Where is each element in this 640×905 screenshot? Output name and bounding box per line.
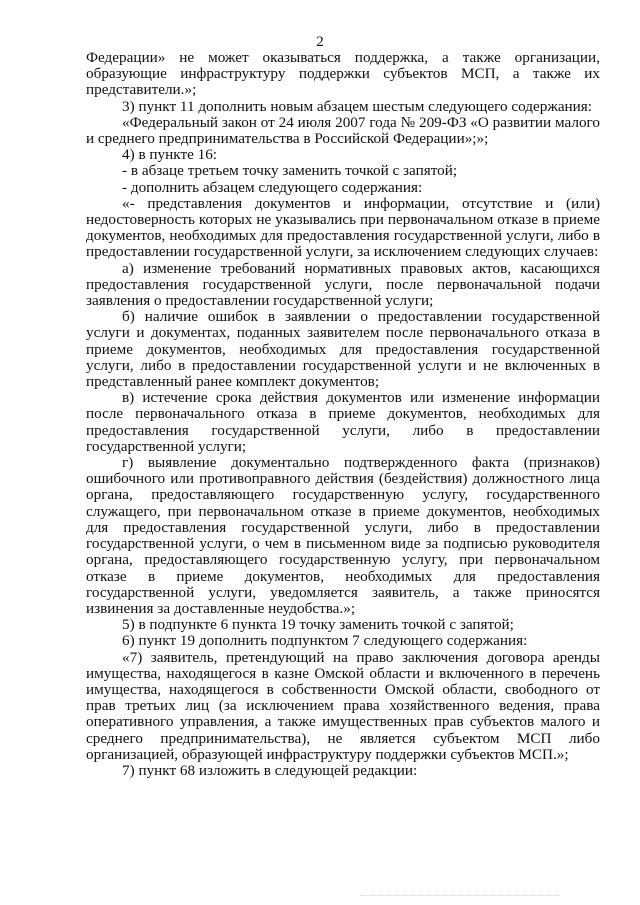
paragraph-law-quote: «Федеральный закон от 24 июля 2007 года № 209-ФЗ «О развитии малого и среднего предпринимательства в Российской Федерации»;»; — [86, 113, 600, 148]
paragraph-dash-2: - дополнить абзацем следующего содержания: — [122, 178, 423, 196]
paragraph-item-3: 3) пункт 11 дополнить новым абзацем шестым следующего содержания: — [122, 97, 593, 115]
paragraph-subitem-7: «7) заявитель, претендующий на право заключения договора аренды имущества, находящегося в казне Омской области и включенного в перечень имущества, находящегося в собственности Омской области, свободного от прав третьих лиц (за исключением права хозяйственного ведения, права оперативного управления, а также имущественных прав субъектов малого и среднего предпринимательства), не является субъектом МСП либо организацией, образующей инфраструктуру поддержки субъектов МСП.»; — [86, 648, 600, 763]
paragraph-continuation: Федерации» не может оказываться поддержка, а также организации, образующие инфраструктуру поддержки субъектов МСП, а также их представители.»; — [86, 49, 600, 99]
paragraph-documents-intro: «- представления документов и информации, отсутствие и (или) недостоверность которых не указывались при первоначальном отказе в приеме документов, необходимых для предоставления государственной услуги, либо в предоставлении государственной услуги, за исключением следующих случаев: — [86, 194, 600, 261]
page-number: 2 — [316, 34, 324, 50]
paragraph-case-g: г) выявление документально подтвержденного факта (признаков) ошибочного или противоправного действия (бездействия) должностного лица органа, предоставляющего государственную услугу, государственного служащего, при первоначальном отказе в приеме документов, необходимых для предоставления государственной услуги, либо в предоставлении государственной услуги, о чем в письменном виде за подписью руководителя органа, предоставляющего государственную услугу, при первоначальном отказе в приеме документов, необходимых для предоставления государственной услуги, уведомляется заявитель, а также приносятся извинения за доставленные неудобства.»; — [86, 454, 600, 617]
document-body — [86, 50, 600, 779]
paragraph-item-5: 5) в подпункте 6 пункта 19 точку заменить точкой с запятой; — [122, 616, 514, 634]
paragraph-case-a: а) изменение требований нормативных правовых актов, касающихся предоставления государственной услуги, после первоначальной подачи заявления о предоставлении государственной услуги; — [86, 259, 600, 310]
paragraph-dash-1: - в абзаце третьем точку заменить точкой с запятой; — [122, 162, 458, 180]
paragraph-case-v: в) истечение срока действия документов или изменение информации после первоначального отказа в приеме документов, необходимых для предоставления государственной услуги, либо в предоставлении государственной услуги; — [86, 389, 600, 455]
scan-artifact — [360, 895, 560, 899]
paragraph-item-7: 7) пункт 68 изложить в следующей редакции: — [122, 761, 418, 779]
paragraph-case-b: б) наличие ошибок в заявлении о предоставлении государственной услуги и документах, поданных заявителем после первоначального отказа в приеме документов, необходимых для предоставления государственной услуги, либо в предоставлении государственной услуги и не включенных в представленный ранее комплект документов; — [86, 308, 600, 391]
paragraph-item-4: 4) в пункте 16: — [122, 146, 218, 164]
paragraph-item-6: 6) пункт 19 дополнить подпунктом 7 следующего содержания: — [122, 632, 528, 650]
